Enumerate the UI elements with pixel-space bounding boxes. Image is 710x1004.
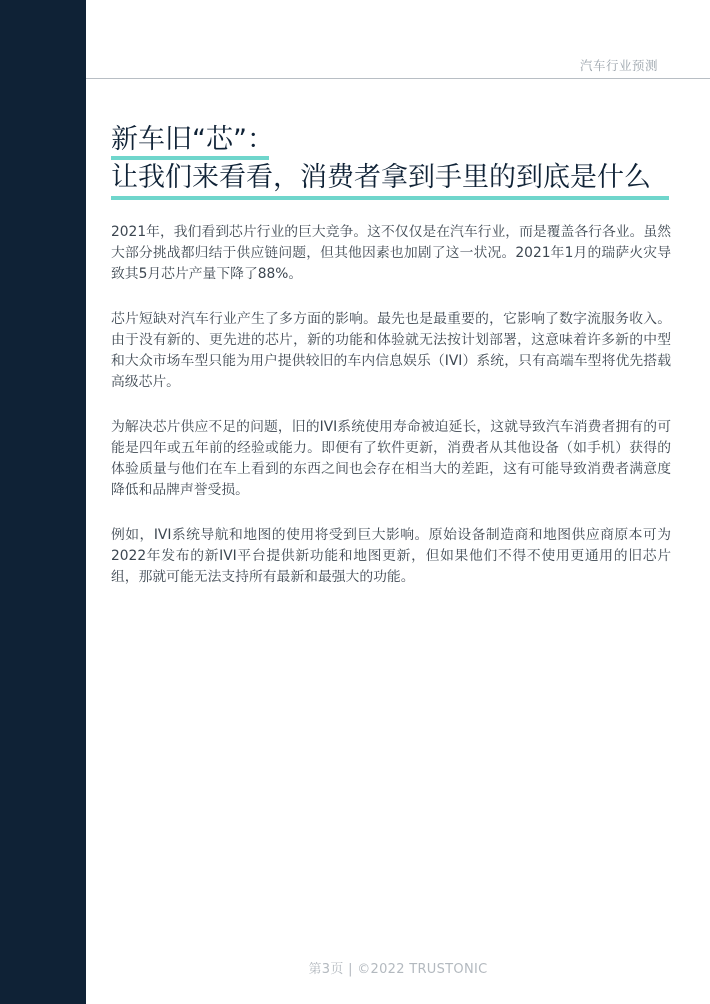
title-line-2-text: 让我们来看看，消费者拿到手里的到底是什么 xyxy=(111,162,651,193)
left-sidebar-band xyxy=(0,0,86,1004)
title-underline-1 xyxy=(111,156,269,160)
title-line-1-text: 新车旧“芯”： xyxy=(111,124,274,155)
paragraph: 芯片短缺对汽车行业产生了多方面的影响。最先也是最重要的，它影响了数字流服务收入。由于没有新的、更先进的芯片，新的功能和体验就无法按计划部署，这意味着许多新的中型和大众市场车型只能为用户提供较旧的车内信息娱乐（IVI）系统，只有高端车型将优先搭载高级芯片。 xyxy=(111,311,671,390)
title-line-1 xyxy=(111,126,651,160)
page-title xyxy=(111,126,651,191)
paragraph: 例如，IVI系统导航和地图的使用将受到巨大影响。原始设备制造商和地图供应商原本可为2022年发布的新IVI平台提供新功能和地图更新，但如果他们不得不使用更通用的旧芯片组，那就可能无法支持所有最新和最强大的功能。 xyxy=(111,527,671,585)
paragraph: 为解决芯片供应不足的问题，旧的IVI系统使用寿命被迫延长，这就导致汽车消费者拥有的可能是四年或五年前的经验或能力。即便有了软件更新，消费者从其他设备（如手机）获得的体验质量与他们在车上看到的东西之间也会存在相当大的差距，这有可能导致消费者满意度降低和品牌声誉受损。 xyxy=(111,419,671,498)
title-underline-2 xyxy=(111,196,669,200)
page-footer: 第3页 | ©2022 TRUSTONIC xyxy=(308,962,488,977)
article-body xyxy=(111,222,671,612)
header-divider xyxy=(86,78,710,79)
section-header: 汽车行业预测 xyxy=(579,58,658,73)
paragraph: 2021年，我们看到芯片行业的巨大竞争。这不仅仅是在汽车行业，而是覆盖各行各业。虽然大部分挑战都归结于供应链问题，但其他因素也加剧了这一状况。2021年1月的瑞萨火灾导致其5月芯片产量下降了88%。 xyxy=(111,224,671,282)
title-line-2 xyxy=(111,164,651,191)
